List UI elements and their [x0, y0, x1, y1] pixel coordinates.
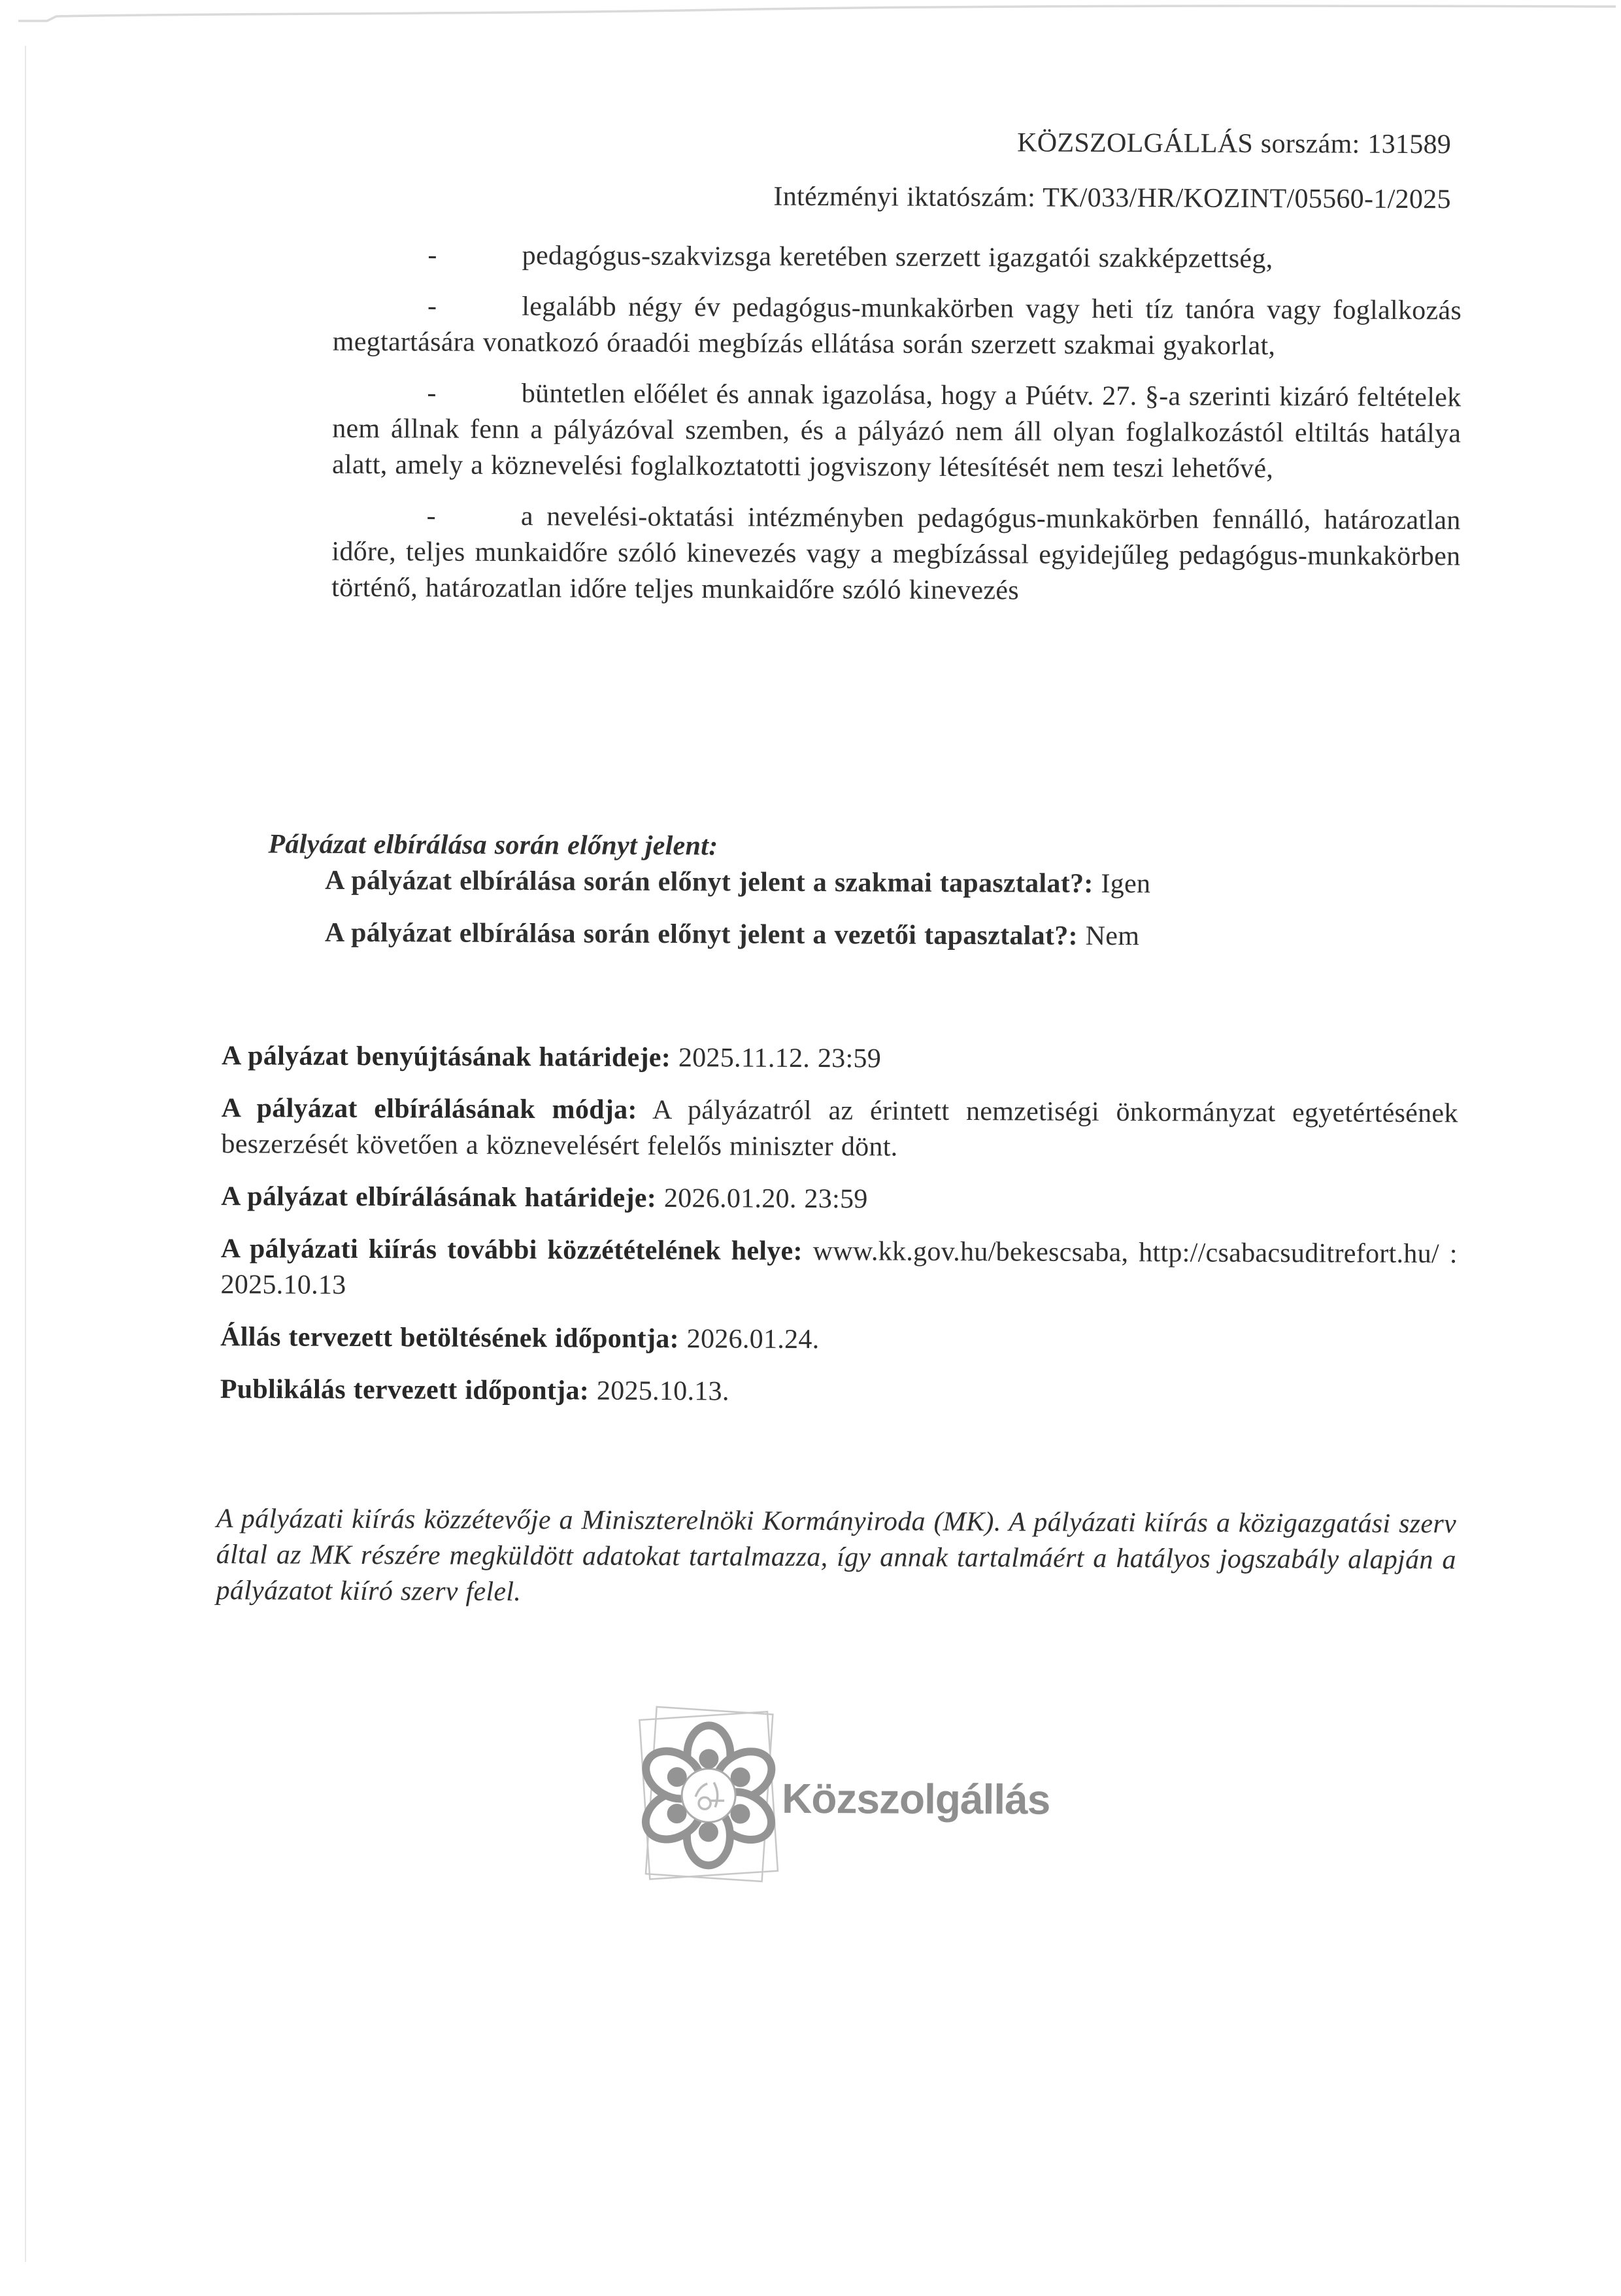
- field-value: 2025.10.13.: [596, 1376, 729, 1407]
- requirement-text: legalább négy év pedagógus-munkakörben vagy heti tíz tanóra vagy foglalkozás megtartására vonatkozó óraadói megbízás ellátása során szerzett szakmai gyakorlat,: [332, 292, 1462, 362]
- bullet-indent: [437, 401, 522, 402]
- logo-text: Közszolgállás: [781, 1774, 1050, 1823]
- requirement-item: [333, 237, 1462, 279]
- requirement-text: büntetlen előélet és annak igazolása, hogy a Púétv. 27. §-a szerinti kizáró feltételek nem állnak fenn a pályázóval szemben, és a pályázó nem áll olyan foglalkozástól eltiltás hatálya alatt, amely a köznevelési foglalkoztatotti jogviszony létesítését nem teszi lehetővé,: [331, 379, 1462, 484]
- field-label: Állás tervezett betöltésének időpontja:: [220, 1322, 680, 1355]
- field-label: A pályázat elbírálásának határideje:: [221, 1181, 657, 1213]
- field-value: A pályázatról az érintett nemzetiségi önkormányzat egyetértésének beszerzését követően a köznevelésért felelős miniszter dönt.: [221, 1094, 1458, 1162]
- bullet-indent: [333, 263, 427, 264]
- requirements-list: [331, 237, 1462, 611]
- field-label: Publikálás tervezett időpontja:: [220, 1374, 590, 1406]
- advantage-heading: Pályázat elbírálása során előnyt jelent:: [268, 829, 718, 862]
- field-value: 2026.01.24.: [686, 1324, 820, 1355]
- field-row: [222, 1038, 1458, 1079]
- field-label: A pályázat benyújtásának határideje:: [221, 1041, 671, 1073]
- serial-number: KÖZSZOLGÁLLÁS sorszám: 131589: [1017, 127, 1452, 160]
- kozszolgallas-logo: [616, 1683, 1127, 1900]
- bullet-marker: -: [427, 378, 437, 409]
- requirement-text: a nevelési-oktatási intézményben pedagógus-munkakörben fennálló, határozatlan időre, teljes munkaidőre szóló kinevezés vagy a megbízással egyidejűleg pedagógus-munkakörben történő, határozatlan időre teljes munkaidőre szóló kinevezés: [331, 501, 1461, 606]
- advantage-answer: Igen: [1101, 868, 1151, 900]
- requirement-text: pedagógus-szakvizsga keretében szerzett igazgatói szakképzettség,: [522, 241, 1273, 275]
- bullet-indent: [332, 524, 427, 525]
- field-row: [221, 1090, 1458, 1168]
- application-details: [220, 1038, 1459, 1429]
- requirement-item: [331, 498, 1461, 611]
- bullet-marker: -: [427, 240, 437, 271]
- field-row: [221, 1179, 1458, 1220]
- document-header: [773, 124, 1451, 218]
- bullet-marker: -: [426, 501, 437, 532]
- logo-center-circle: [682, 1768, 735, 1822]
- disclaimer-text: A pályázati kiírás közzétevője a Miniszterelnöki Kormányiroda (MK). A pályázati kiírás a közigazgatási szerv által az MK részére megküldött adatokat tartalmazza, így annak tartalmáért a hatályos jogszabály alapján a pályázatot kiíró szerv felel.: [216, 1504, 1457, 1608]
- advantage-question: A pályázat elbírálása során előnyt jelent a szakmai tapasztalat?:: [325, 865, 1094, 899]
- registry-number: Intézményi iktatószám: TK/033/HR/KOZINT/05560-1/2025: [773, 181, 1451, 215]
- logo-emblem: [637, 1725, 780, 1866]
- bullet-indent: [437, 263, 522, 264]
- field-label: A pályázati kiírás további közzétételének helye:: [220, 1234, 803, 1266]
- requirement-item: [332, 375, 1462, 488]
- field-label: A pályázat elbírálásának módja:: [221, 1093, 637, 1125]
- field-value: 2026.01.20. 23:59: [663, 1183, 868, 1215]
- advantage-section: [268, 826, 1465, 956]
- advantage-question-row: [325, 863, 1464, 904]
- advantage-question-row: [325, 915, 1464, 956]
- bullet-indent: [437, 314, 522, 315]
- bullet-indent: [332, 401, 427, 402]
- bullet-indent: [436, 524, 521, 525]
- advantage-question: A pályázat elbírálása során előnyt jelent a vezetői tapasztalat?:: [324, 917, 1078, 951]
- disclaimer-section: [216, 1501, 1456, 1614]
- advantage-answer: Nem: [1085, 920, 1140, 952]
- field-value: www.kk.gov.hu/bekescsaba, http://csabacsuditrefort.hu/ : 2025.10.13: [220, 1236, 1458, 1300]
- field-row: [220, 1319, 1457, 1360]
- requirement-item: [333, 288, 1462, 365]
- field-row: [220, 1372, 1457, 1413]
- bullet-indent: [333, 314, 427, 315]
- bullet-marker: -: [427, 291, 437, 322]
- field-value: 2025.11.12. 23:59: [678, 1043, 882, 1074]
- field-row: [220, 1231, 1457, 1308]
